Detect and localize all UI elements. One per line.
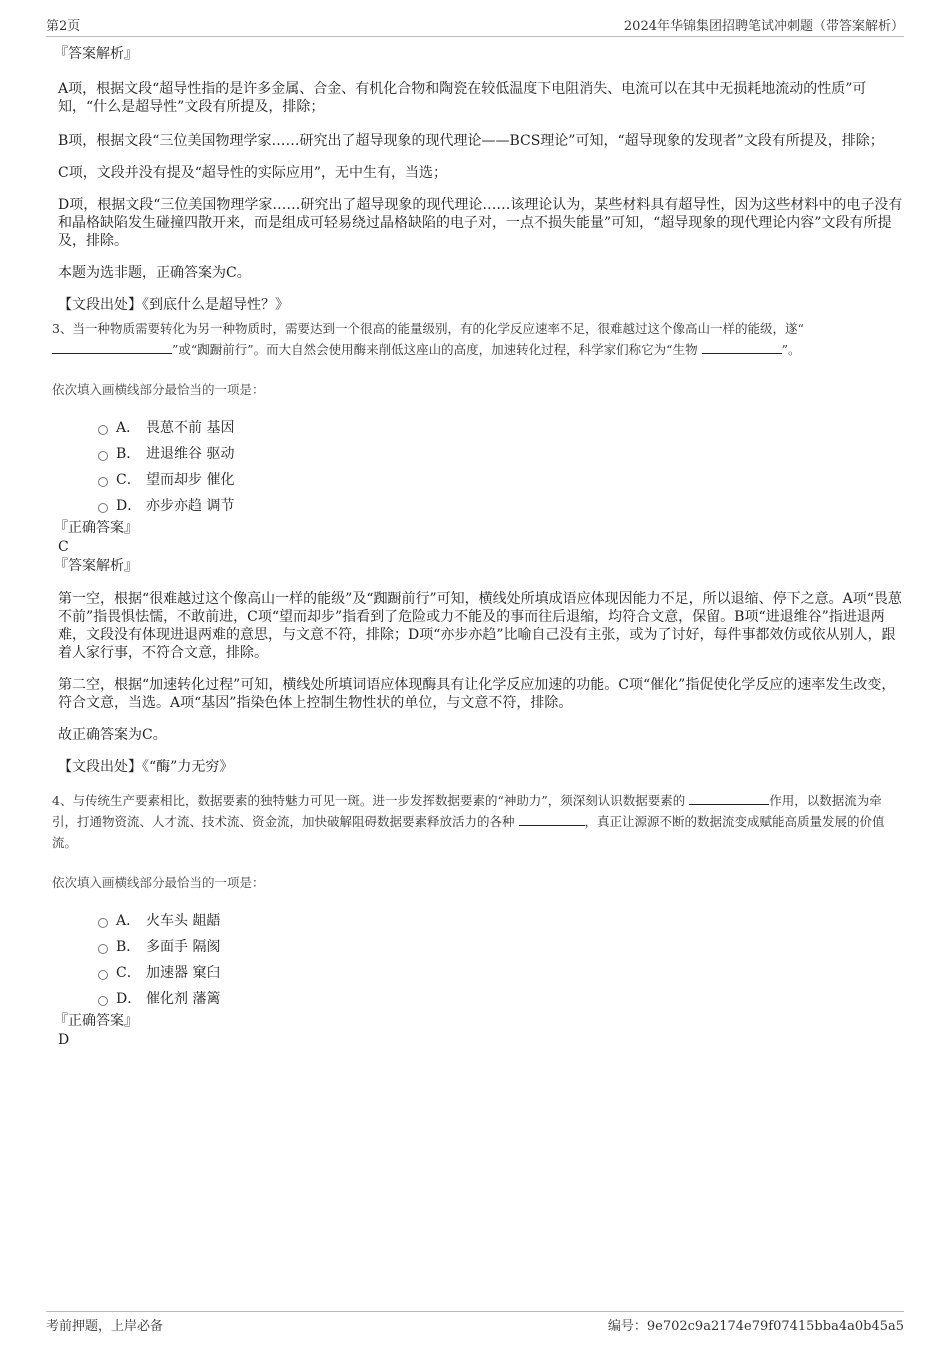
option-letter: C． bbox=[116, 965, 141, 981]
question-4-prompt: 依次填入画横线部分最恰当的一项是： bbox=[52, 875, 265, 890]
option-text: 催化剂 藩篱 bbox=[146, 991, 221, 1007]
option-text: 加速器 窠臼 bbox=[146, 965, 221, 981]
option-b[interactable] bbox=[98, 440, 904, 466]
radio-button[interactable] bbox=[98, 451, 108, 461]
question-3-prompt: 依次填入画横线部分最恰当的一项是： bbox=[52, 382, 265, 397]
question-4-stem-part: 作用，以数据流为牵引，打通物资流、人才流、技术流、资金流，加快破解阻碍数据要素释放活力的各种 bbox=[52, 793, 882, 829]
question-3-stem bbox=[52, 318, 904, 360]
option-letter: D． bbox=[116, 498, 142, 514]
radio-button[interactable] bbox=[98, 970, 108, 980]
answer-blank bbox=[702, 341, 782, 354]
question-4-stem-part: 4、与传统生产要素相比，数据要素的独特魅力可见一斑。进一步发挥数据要素的“神助力”，须深刻认识数据要素的 bbox=[52, 793, 686, 808]
q4-answer-heading: 『正确答案』 bbox=[54, 1013, 138, 1029]
radio-button[interactable] bbox=[98, 918, 108, 928]
option-text: 进退维谷 驱动 bbox=[146, 446, 235, 462]
q2-analysis-paragraph: A项，根据文段“超导性指的是许多金属、合金、有机化合物和陶瓷在较低温度下电阻消失、电流可以在其中无损耗地流动的性质”可知，“什么是超导性”文段有所提及，排除； bbox=[58, 81, 867, 115]
option-letter: B． bbox=[116, 939, 141, 955]
option-c[interactable] bbox=[98, 466, 904, 492]
q3-answer-heading: 『正确答案』 bbox=[54, 520, 138, 536]
q2-analysis-heading: 『答案解析』 bbox=[54, 46, 138, 62]
question-3-stem-part: ”或“踟蹰前行”。而大自然会使用酶来削低这座山的高度，加速转化过程，科学家们称它为“生物 bbox=[172, 342, 698, 357]
q3-conclusion: 故正确答案为C。 bbox=[58, 727, 167, 743]
option-a[interactable] bbox=[98, 907, 904, 933]
radio-button[interactable] bbox=[98, 944, 108, 954]
page-content bbox=[52, 44, 904, 1049]
question-4-options bbox=[98, 907, 904, 1011]
option-letter: C． bbox=[116, 472, 141, 488]
footer-slogan: 考前押题，上岸必备 bbox=[46, 1319, 164, 1334]
option-c[interactable] bbox=[98, 959, 904, 985]
option-letter: B． bbox=[116, 446, 141, 462]
page-footer bbox=[46, 1311, 904, 1334]
option-letter: A． bbox=[116, 420, 141, 436]
option-text: 火车头 龃龉 bbox=[146, 913, 221, 929]
answer-blank bbox=[689, 792, 769, 805]
question-4-stem-part: ，真正让源源不断的数据流变成赋能高质量发展的价值流。 bbox=[52, 814, 885, 850]
option-b[interactable] bbox=[98, 933, 904, 959]
q2-analysis-paragraph: B项，根据文段“三位美国物理学家……研究出了超导现象的现代理论——BCS理论”可知，“超导现象的发现者”文段有所提及，排除； bbox=[58, 133, 884, 149]
radio-button[interactable] bbox=[98, 996, 108, 1006]
question-3-stem-part: ”。 bbox=[781, 342, 801, 357]
q3-analysis-heading: 『答案解析』 bbox=[54, 558, 138, 574]
option-d[interactable] bbox=[98, 985, 904, 1011]
option-letter: A． bbox=[116, 913, 141, 929]
page-header bbox=[46, 14, 904, 37]
option-text: 畏葸不前 基因 bbox=[146, 420, 235, 436]
radio-button[interactable] bbox=[98, 503, 108, 513]
q3-analysis-paragraph: 第二空，根据“加速转化过程”可知，横线处所填词语应体现酶具有让化学反应加速的功能。C项“催化”指促使化学反应的速率发生改变，符合文意，当选。A项“基因”指染色体上控制生物性状的单位，与文意不符，排除。 bbox=[58, 677, 896, 711]
answer-blank bbox=[52, 341, 172, 354]
question-4-stem bbox=[52, 790, 904, 853]
q2-analysis-paragraph: D项，根据文段“三位美国物理学家……研究出了超导现象的现代理论……该理论认为，某些材料具有超导性，因为这些材料中的电子没有和晶格缺陷发生碰撞四散开来，而是组成可轻易绕过晶格缺陷的电子对，一点不损失能量”可知，“超导现象的现代理论内容”文段有所提及，排除。 bbox=[58, 197, 903, 249]
document-title: 2024年华锦集团招聘笔试冲刺题（带答案解析） bbox=[623, 19, 904, 34]
q4-answer: D bbox=[58, 1032, 70, 1048]
q3-answer: C bbox=[58, 539, 69, 555]
q3-analysis-paragraph: 第一空，根据“很难越过这个像高山一样的能级”及“踟蹰前行”可知，横线处所填成语应体现因能力不足，所以退缩、停下之意。A项“畏葸不前”指畏惧怯懦，不敢前进，C项“望而却步”指看到了危险或力不能及的事而往后退缩，均符合文意，保留。B项“进退维谷”指进退两难，文段没有体现进退两难的意思，与文意不符，排除；D项“亦步亦趋”比喻自己没有主张，或为了讨好，每件事都效仿或依从别人，跟着人家行事，不符合文意，排除。 bbox=[58, 591, 902, 661]
option-text: 亦步亦趋 调节 bbox=[146, 498, 235, 514]
question-3-stem-part: 3、当一种物质需要转化为另一种物质时，需要达到一个很高的能量级别，有的化学反应速率不足，很难越过这个像高山一样的能级，遂“ bbox=[52, 321, 804, 336]
q3-source: 【文段出处】《“酶”力无穷》 bbox=[58, 759, 234, 775]
q2-source: 【文段出处】《到底什么是超导性？》 bbox=[58, 297, 289, 313]
q2-analysis-paragraph: C项，文段并没有提及“超导性的实际应用”，无中生有，当选； bbox=[58, 165, 448, 181]
option-a[interactable] bbox=[98, 414, 904, 440]
option-d[interactable] bbox=[98, 492, 904, 518]
option-letter: D． bbox=[116, 991, 142, 1007]
document-id: 编号：9e702c9a2174e79f07415bba4a0b45a5 bbox=[607, 1319, 904, 1334]
option-text: 望而却步 催化 bbox=[146, 472, 235, 488]
radio-button[interactable] bbox=[98, 425, 108, 435]
radio-button[interactable] bbox=[98, 477, 108, 487]
answer-blank bbox=[519, 813, 585, 826]
page-number: 第2页 bbox=[46, 19, 81, 34]
question-3-options bbox=[98, 414, 904, 518]
option-text: 多面手 隔阂 bbox=[146, 939, 221, 955]
q2-conclusion: 本题为选非题，正确答案为C。 bbox=[58, 265, 251, 281]
